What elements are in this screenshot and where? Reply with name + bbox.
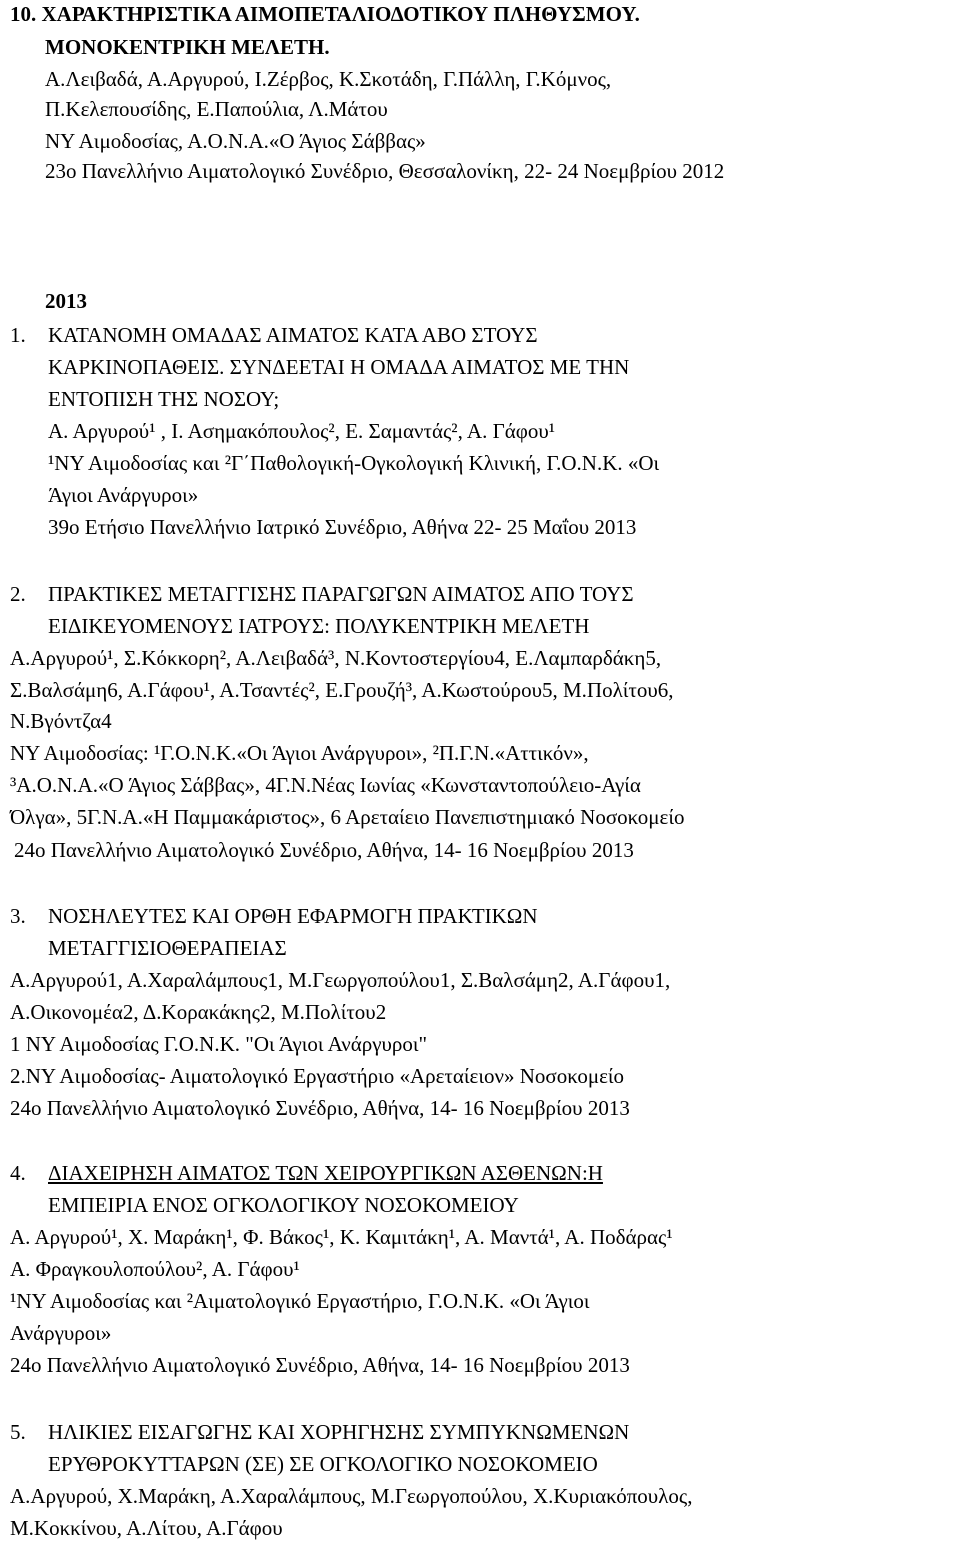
item-2-authors-line-1: Α.Αργυρού¹, Σ.Κόκκορη², Α.Λειβαδά³, Ν.Κοντοστεργίου4, Ε.Λαμπαρδάκη5, <box>10 646 662 670</box>
intro-title-line-2: ΜΟΝΟΚΕΝΤΡΙΚΗ ΜΕΛΕΤΗ. <box>45 35 330 59</box>
item-1-number: 1. <box>10 323 26 347</box>
intro-authors-line-2: Π.Κελεπουσίδης, Ε.Παπούλια, Λ.Μάτου <box>45 97 388 121</box>
item-2-authors-line-2: Σ.Βαλσάμη6, Α.Γάφου¹, Α.Τσαντές², Ε.Γρουζή³, Α.Κωστούρου5, Μ.Πολίτου6, <box>10 678 674 702</box>
item-3-number: 3. <box>10 904 26 928</box>
item-3-authors-line-1: Α.Αργυρού1, Α.Χαραλάμπους1, Μ.Γεωργοπούλου1, Σ.Βαλσάμη2, Α.Γάφου1, <box>10 968 671 992</box>
item-2-title-line-2: ΕΙΔΙΚΕΥΟΜΕΝΟΥΣ ΙΑΤΡΟΥΣ: ΠΟΛΥΚΕΝΤΡΙΚΗ ΜΕΛΕΤΗ <box>48 614 590 638</box>
intro-conference: 23ο Πανελλήνιο Αιματολογικό Συνέδριο, Θεσσαλονίκη, 22- 24 Νοεμβρίου 2012 <box>45 159 725 183</box>
item-4-affiliation-line-1: ¹ΝΥ Αιμοδοσίας και ²Αιματολογικό Εργαστήριο, Γ.Ο.Ν.Κ. «Οι Άγιοι <box>10 1289 590 1313</box>
item-2-title-line-1: ΠΡΑΚΤΙΚΕΣ ΜΕΤΑΓΓΙΣΗΣ ΠΑΡΑΓΩΓΩΝ ΑΙΜΑΤΟΣ ΑΠΟ ΤΟΥΣ <box>48 582 634 606</box>
item-5-title-line-1: ΗΛΙΚΙΕΣ ΕΙΣΑΓΩΓΗΣ ΚΑΙ ΧΟΡΗΓΗΣΗΣ ΣΥΜΠΥΚΝΩΜΕΝΩΝ <box>48 1420 630 1444</box>
item-4-affiliation-line-2: Ανάργυροι» <box>10 1321 112 1345</box>
item-2-affiliation-line-2: ³Α.Ο.Ν.Α.«Ο Άγιος Σάββας», 4Γ.Ν.Νέας Ιωνίας «Κωνσταντοπούλειο-Αγία <box>10 773 641 797</box>
item-2-authors-line-3: Ν.Βγόντζα4 <box>10 709 112 733</box>
year-heading: 2013 <box>45 289 87 313</box>
item-1-title-line-2: ΚΑΡΚΙΝΟΠΑΘΕΙΣ. ΣΥΝΔΕΕΤΑΙ Η ΟΜΑΔΑ ΑΙΜΑΤΟΣ ΜΕ ΤΗΝ <box>48 355 630 379</box>
item-5-title-line-2: ΕΡΥΘΡΟΚΥΤΤΑΡΩΝ (ΣΕ) ΣΕ ΟΓΚΟΛΟΓΙΚΟ ΝΟΣΟΚΟΜΕΙΟ <box>48 1452 598 1476</box>
item-3-affiliation-line-2: 2.ΝΥ Αιμοδοσίας- Αιματολογικό Εργαστήριο «Αρεταίειον» Νοσοκομείο <box>10 1064 625 1088</box>
intro-affiliation: ΝΥ Αιμοδοσίας, Α.Ο.Ν.Α.«Ο Άγιος Σάββας» <box>45 129 426 153</box>
item-4-number: 4. <box>10 1161 26 1185</box>
item-4-authors-line-1: Α. Αργυρού¹, Χ. Μαράκη¹, Φ. Βάκος¹, Κ. Καμιτάκη¹, Α. Μαντά¹, Α. Ποδάρας¹ <box>10 1225 673 1249</box>
intro-authors-line-1: Α.Λειβαδά, Α.Αργυρού, Ι.Ζέρβος, Κ.Σκοτάδη, Γ.Πάλλη, Γ.Κόμνος, <box>45 67 612 91</box>
item-1-authors: Α. Αργυρού¹ , Ι. Ασημακόπουλος², Ε. Σαμαντάς², Α. Γάφου¹ <box>48 419 556 443</box>
item-4-conference: 24ο Πανελλήνιο Αιματολογικό Συνέδριο, Αθήνα, 14- 16 Νοεμβρίου 2013 <box>10 1353 630 1377</box>
item-1-affiliation-line-1: ¹ΝΥ Αιμοδοσίας και ²Γ΄Παθολογική-Ογκολογική Κλινική, Γ.Ο.Ν.Κ. «Οι <box>48 451 660 475</box>
item-5-authors-line-2: Μ.Κοκκίνου, Α.Λίτου, Α.Γάφου <box>10 1516 283 1540</box>
item-2-conference: 24ο Πανελλήνιο Αιματολογικό Συνέδριο, Αθήνα, 14- 16 Νοεμβρίου 2013 <box>14 838 634 862</box>
item-3-authors-line-2: Α.Οικονομέα2, Δ.Κορακάκης2, Μ.Πολίτου2 <box>10 1000 387 1024</box>
item-3-conference: 24ο Πανελλήνιο Αιματολογικό Συνέδριο, Αθήνα, 14- 16 Νοεμβρίου 2013 <box>10 1096 630 1120</box>
item-4-title-line-1: ΔΙΑΧΕΙΡΗΣΗ ΑΙΜΑΤΟΣ ΤΩΝ ΧΕΙΡΟΥΡΓΙΚΩΝ ΑΣΘΕΝΩΝ:Η <box>48 1161 603 1185</box>
item-4-title-line-2: ΕΜΠΕΙΡΙΑ ΕΝΟΣ ΟΓΚΟΛΟΓΙΚΟΥ ΝΟΣΟΚΟΜΕΙΟΥ <box>48 1193 519 1217</box>
intro-title-line-1: 10. ΧΑΡΑΚΤΗΡΙΣΤΙΚΑ ΑΙΜΟΠΕΤΑΛΙΟΔΟΤΙΚΟΥ ΠΛΗΘΥΣΜΟΥ. <box>10 2 640 26</box>
item-2-affiliation-line-3: Όλγα», 5Γ.Ν.Α.«Η Παμμακάριστος», 6 Αρεταίειο Πανεπιστημιακό Νοσοκομείο <box>10 805 685 829</box>
item-1-conference: 39ο Ετήσιο Πανελλήνιο Ιατρικό Συνέδριο, Αθήνα 22- 25 Μαΐου 2013 <box>48 515 637 539</box>
item-5-number: 5. <box>10 1420 26 1444</box>
item-5-authors-line-1: Α.Αργυρού, Χ.Μαράκη, Α.Χαραλάμπους, Μ.Γεωργοπούλου, Χ.Κυριακόπουλος, <box>10 1484 693 1508</box>
item-3-affiliation-line-1: 1 ΝΥ Αιμοδοσίας Γ.Ο.Ν.Κ. "Οι Άγιοι Ανάργυροι" <box>10 1032 428 1056</box>
item-2-number: 2. <box>10 582 26 606</box>
item-3-title-line-2: ΜΕΤΑΓΓΙΣΙΟΘΕΡΑΠΕΙΑΣ <box>48 936 287 960</box>
item-2-affiliation-line-1: ΝΥ Αιμοδοσίας: ¹Γ.Ο.Ν.Κ.«Οι Άγιοι Ανάργυροι», ²Π.Γ.Ν.«Αττικόν», <box>10 741 589 765</box>
item-3-title-line-1: ΝΟΣΗΛΕΥΤΕΣ ΚΑΙ ΟΡΘΗ ΕΦΑΡΜΟΓΗ ΠΡΑΚΤΙΚΩΝ <box>48 904 538 928</box>
item-4-authors-line-2: Α. Φραγκουλοπούλου², Α. Γάφου¹ <box>10 1257 300 1281</box>
item-1-title-line-3: ΕΝΤΟΠΙΣΗ ΤΗΣ ΝΟΣΟΥ; <box>48 387 280 411</box>
item-1-title-line-1: ΚΑΤΑΝΟΜΗ ΟΜΑΔΑΣ ΑΙΜΑΤΟΣ ΚΑΤΑ ΑΒΟ ΣΤΟΥΣ <box>48 323 538 347</box>
item-1-affiliation-line-2: Άγιοι Ανάργυροι» <box>48 483 199 507</box>
